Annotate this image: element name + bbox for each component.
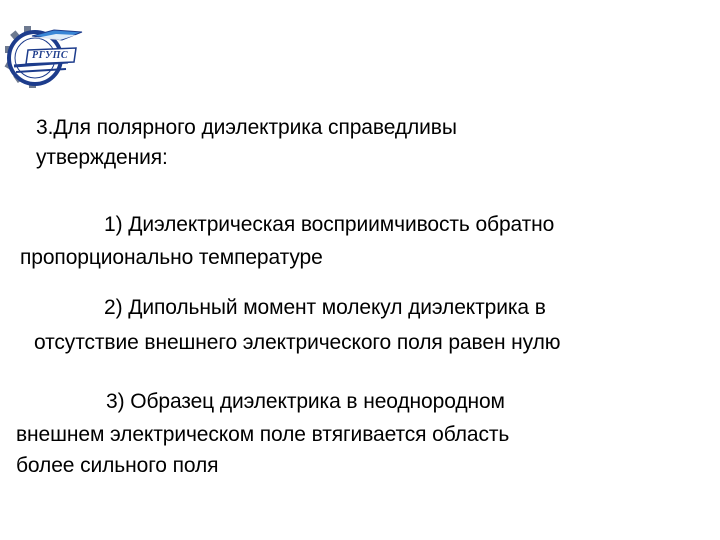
option-3-line-1: 3) Образец диэлектрика в неоднородном xyxy=(106,390,505,413)
option-3-line-3: более сильного поля xyxy=(16,454,219,477)
option-1-line-2: пропорционально температуре xyxy=(20,246,323,269)
logo-text: РГУПС xyxy=(32,50,69,61)
option-3-line-2: внешнем электрическом поле втягивается область xyxy=(16,423,510,446)
option-1-line-1: 1) Диэлектрическая восприимчивость обратно xyxy=(104,213,555,236)
question-line-1: 3.Для полярного диэлектрика справедливы xyxy=(36,116,457,139)
question-line-2: утверждения: xyxy=(36,146,168,169)
option-2-line-2: отсутствие внешнего электрического поля равен нулю xyxy=(34,331,561,354)
option-2-line-1: 2) Дипольный момент молекул диэлектрика в xyxy=(104,296,546,319)
university-logo xyxy=(2,22,84,94)
